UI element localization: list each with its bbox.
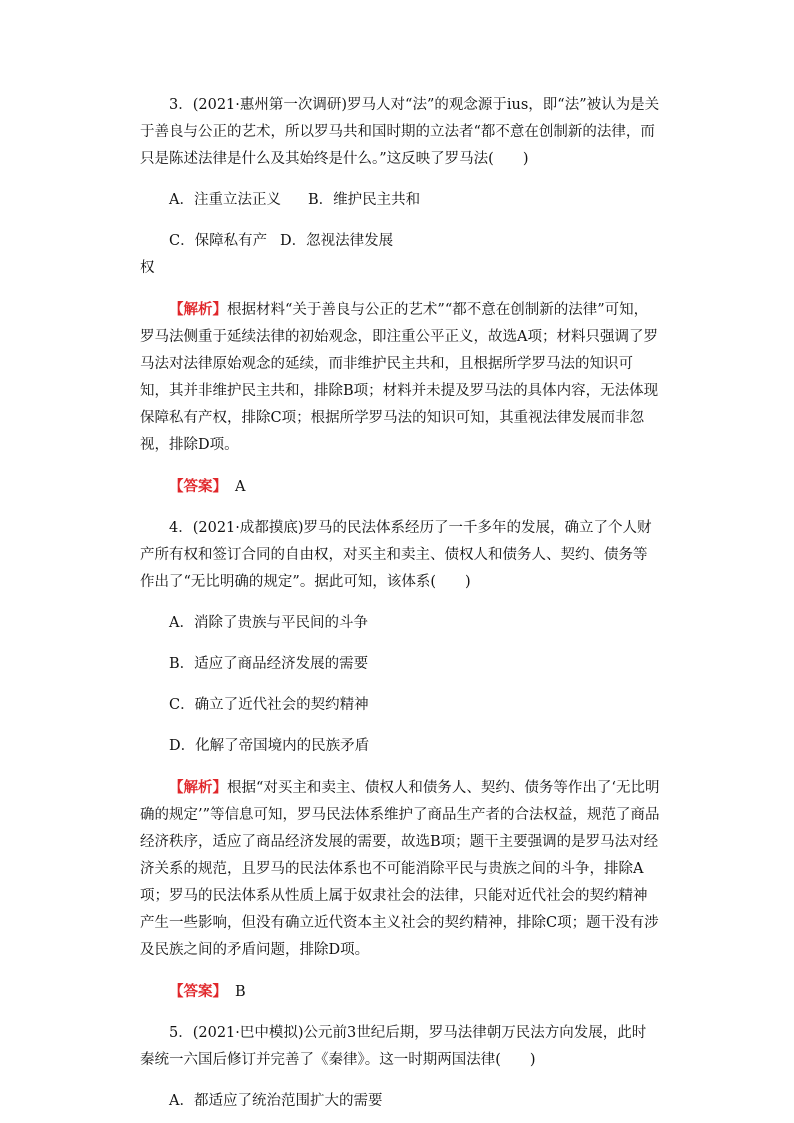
- answer-tag: 【答案】: [169, 983, 227, 1000]
- document-content: [140, 92, 660, 1115]
- question-3-stem: 3．(2021·惠州第一次调研)罗马人对“法”的观念源于ius，即“法”被认为是关于善良与公正的艺术，所以罗马共和国时期的立法者“都不意在创制新的法律，而只是陈述法律是什么及其始终是什么。”这反映了罗马法( ): [140, 97, 660, 167]
- question-3-option-d: D．忽视法律发展: [280, 233, 394, 249]
- question-3-option-b: B．维护民主共和: [308, 192, 421, 208]
- answer-tag: 【答案】: [169, 478, 227, 495]
- question-4-stem: 4．(2021·成都摸底)罗马的民法体系经历了一千多年的发展，确立了个人财产所有权和签订合同的自由权，对买主和卖主、债权人和债务人、契约、债务等作出了“无比明确的规定”。据此可知，该体系( ): [140, 520, 652, 590]
- question-4-option-a: A．消除了贵族与平民间的斗争: [169, 615, 368, 631]
- question-4-answer: [140, 978, 660, 1006]
- analysis-tag: 【解析】: [169, 301, 227, 318]
- question-3-options-row-1: [140, 187, 660, 214]
- question-3-option-c: C．保障私有产权: [140, 233, 268, 276]
- analysis-tag: 【解析】: [169, 779, 227, 796]
- question-3-options-row-2: [140, 228, 660, 282]
- question-4-option-d: D．化解了帝国境内的民族矛盾: [169, 738, 370, 754]
- answer-value: A: [235, 479, 246, 495]
- analysis-text: 根据材料“关于善良与公正的艺术”“都不意在创制新的法律”可知，罗马法侧重于延续法律的初始观念，即注重公平正义，故选A项；材料只强调了罗马法对法律原始观念的延续，而非维护民主共和，且根据所学罗马法的知识可知，其并非维护民主共和，排除B项；材料并未提及罗马法的具体内容，无法体现保障私有产权，排除C项；根据所学罗马法的知识可知，其重视法律发展而非忽视，排除D项。: [140, 302, 659, 453]
- question-3-answer: [140, 473, 660, 501]
- question-4-analysis: [140, 774, 660, 964]
- question-3-analysis: [140, 296, 660, 459]
- question-4-option-b: B．适应了商品经济发展的需要: [169, 656, 369, 672]
- question-5-stem: 5．(2021·巴中模拟)公元前3世纪后期，罗马法律朝万民法方向发展，此时秦统一六国后修订并完善了《秦律》。这一时期两国法律( ): [140, 1025, 647, 1068]
- question-5-option-a: A．都适应了统治范围扩大的需要: [169, 1093, 383, 1109]
- answer-value: B: [235, 984, 246, 1000]
- analysis-text: 根据“对买主和卖主、债权人和债务人、契约、债务等作出了‘无比明确的规定’”等信息可知，罗马民法体系维护了商品生产者的合法权益，规范了商品经济秩序，适应了商品经济发展的需要，故选B项；题干主要强调的是罗马法对经济关系的规范，且罗马的民法体系也不可能消除平民与贵族之间的斗争，排除A项；罗马的民法体系从性质上属于奴隶社会的法律，只能对近代社会的契约精神产生一些影响，但没有确立近代资本主义社会的契约精神，排除C项；题干没有涉及民族之间的矛盾问题，排除D项。: [140, 780, 660, 958]
- question-3-option-a: A．注重立法正义: [169, 192, 281, 208]
- question-4-option-c: C．确立了近代社会的契约精神: [169, 697, 369, 713]
